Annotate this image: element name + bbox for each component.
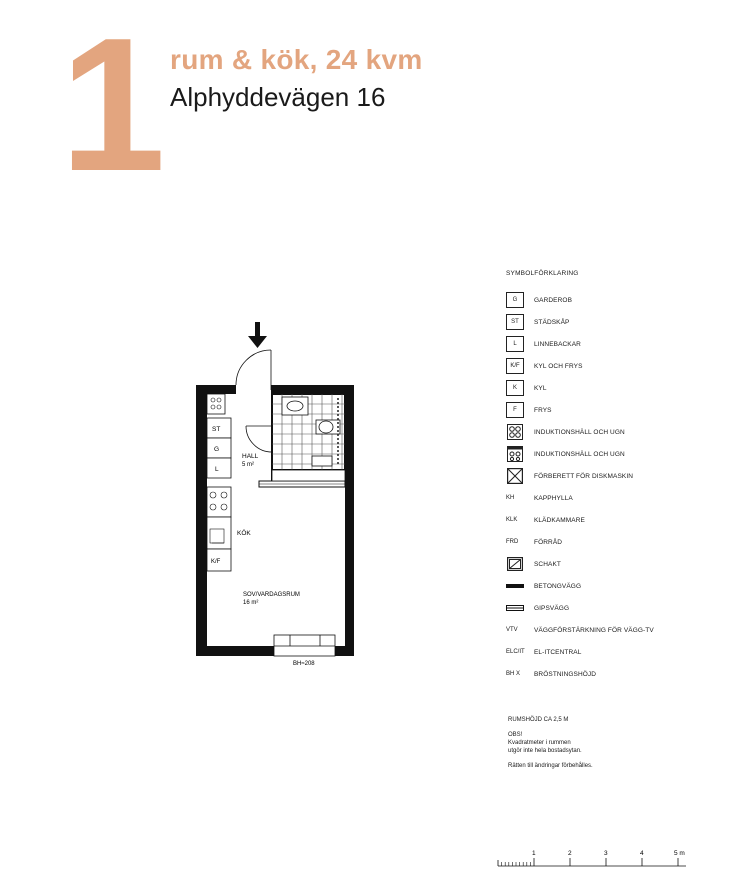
scale-tick-4: 4 [640, 850, 644, 857]
legend-item [506, 597, 726, 619]
scale-bar [496, 846, 696, 876]
legend-item-label: STÄDSKÅP [534, 318, 570, 326]
legend-item [506, 465, 726, 487]
entrance-arrow-icon [248, 322, 267, 348]
abbreviation-icon: KH [506, 495, 515, 501]
apartment-address: Alphyddevägen 16 [170, 82, 386, 112]
entrance-door [236, 350, 271, 390]
symbol-box-icon: F [506, 402, 524, 418]
legend-item-label: KYL OCH FRYS [534, 362, 583, 370]
legend-item-label: BETONGVÄGG [534, 582, 582, 590]
obs-line-1: Kvadratmeter i rummen [508, 740, 571, 746]
legend-item [506, 553, 726, 575]
concrete-wall-icon [506, 578, 524, 594]
apartment-type: rum & kök, 24 kvm [170, 44, 423, 75]
bh-label: BH≈208 [293, 661, 315, 667]
gypsum-wall-icon [506, 600, 524, 616]
apartment-number: 1 [60, 0, 162, 211]
legend-item-label: KLÄDKAMMARE [534, 516, 585, 524]
bathroom [272, 394, 345, 470]
scale-tick-3: 3 [604, 850, 608, 857]
legend-item-label: SCHAKT [534, 560, 561, 568]
living-area: 16 m² [243, 600, 259, 606]
symbol-box-icon: ST [506, 314, 524, 330]
legend-item [506, 289, 726, 311]
legend-item [506, 443, 726, 465]
legend-item-label: EL-ITCENTRAL [534, 648, 582, 656]
legend-item-label: FRYS [534, 406, 552, 414]
legend-item [506, 487, 726, 509]
legend-item-label: KYL [534, 384, 547, 392]
cabinet-column [207, 394, 231, 571]
abbreviation-icon: FRD [506, 539, 519, 545]
symbol-box-icon: L [506, 336, 524, 352]
legend-item [506, 575, 726, 597]
scale-tick-1: 1 [532, 850, 536, 857]
abbreviation-icon: KLK [506, 517, 518, 523]
legend-item [506, 509, 726, 531]
symbol-legend [506, 270, 726, 685]
abbreviation-icon: BH X [506, 671, 521, 677]
cabinet-kf-label: K/F [211, 559, 221, 565]
legend-item [506, 377, 726, 399]
legend-item-label: GIPSVÄGG [534, 604, 570, 612]
legend-item [506, 355, 726, 377]
legend-item [506, 421, 726, 443]
living-label: SOV/VARDAGSRUM [243, 592, 300, 598]
legend-item-label: LINNEBACKAR [534, 340, 581, 348]
legend-item [506, 619, 726, 641]
induction-hob-oven-icon [506, 446, 524, 462]
cabinet-st-label: ST [212, 426, 221, 433]
legend-item-label: GARDEROB [534, 296, 573, 304]
legend-item-label: INDUKTIONSHÄLL OCH UGN [534, 428, 625, 436]
legend-item [506, 333, 726, 355]
cabinet-g-label: G [214, 446, 220, 453]
legend-item-label: KAPPHYLLA [534, 494, 573, 502]
sink-icon [210, 529, 224, 543]
legend-item [506, 311, 726, 333]
induction-hob-icon [506, 424, 524, 440]
legend-item-label: FÖRBERETT FÖR DISKMASKIN [534, 472, 634, 480]
symbol-box-icon: K/F [506, 358, 524, 374]
legend-item [506, 399, 726, 421]
obs-line-2: utgör inte hela bostadsytan. [508, 748, 582, 754]
dishwasher-icon [506, 468, 524, 484]
legend-item-label: FÖRRÅD [534, 538, 563, 546]
scale-tick-2: 2 [568, 850, 572, 857]
legend-item-label: BRÖSTNINGSHÖJD [534, 670, 597, 678]
legend-item [506, 663, 726, 685]
cabinet-l-label: L [215, 466, 219, 473]
room-height: RUMSHÖJD CA 2,5 M [508, 717, 569, 723]
hall-area: 5 m² [242, 462, 254, 468]
window-bottom [274, 635, 335, 656]
legend-item-label: INDUKTIONSHÄLL OCH UGN [534, 450, 625, 458]
legend-title: SYMBOLFÖRKLARING [506, 270, 579, 277]
symbol-box-icon: G [506, 292, 524, 308]
rights-note: Rätten till ändringar förbehålles. [508, 763, 593, 769]
hall-label: HALL [242, 453, 259, 460]
shaft-icon [506, 556, 524, 572]
abbreviation-icon: ELC/IT [506, 649, 525, 655]
scale-tick-5: 5 m [674, 850, 685, 857]
kitchen-label: KÖK [237, 530, 251, 537]
bathroom-door [246, 426, 272, 452]
interior-walls [259, 470, 345, 487]
abbreviation-icon: VTV [506, 627, 518, 633]
legend-item [506, 641, 726, 663]
legend-item-label: VÄGGFÖRSTÄRKNING FÖR VÄGG-TV [534, 626, 654, 634]
obs-title: OBS! [508, 732, 523, 738]
symbol-box-icon: K [506, 380, 524, 396]
legend-item [506, 531, 726, 553]
notes [508, 716, 708, 777]
